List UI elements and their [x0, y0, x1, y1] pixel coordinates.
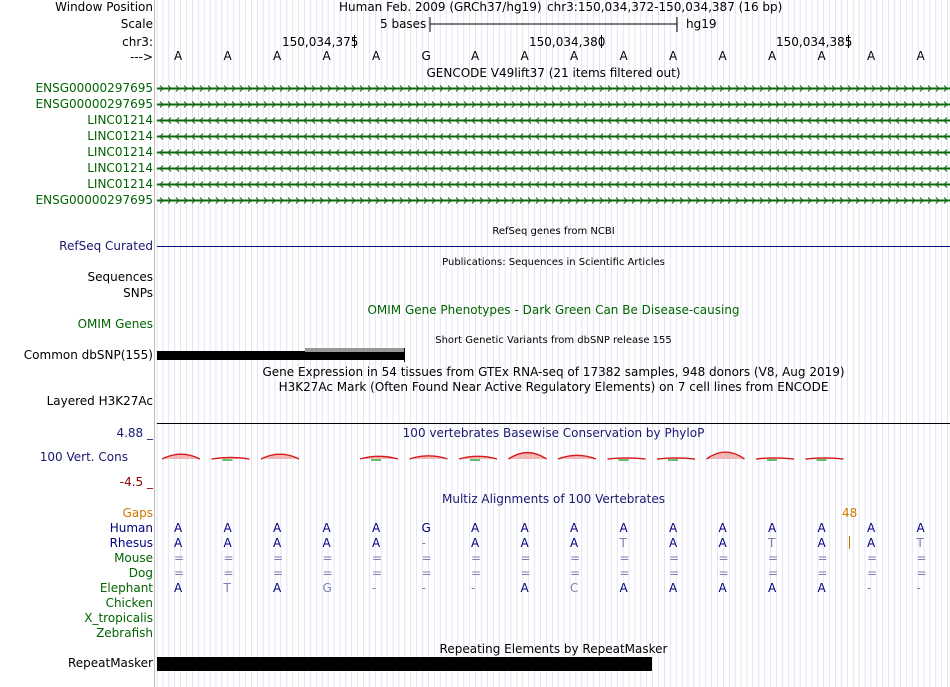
multiz-base: =	[372, 551, 383, 565]
multiz-base: A	[570, 521, 579, 535]
repeatmasker-label[interactable]: RepeatMasker	[67, 656, 153, 670]
base-letter: A	[520, 49, 529, 63]
repeatmasker-track-title[interactable]: Repeating Elements by RepeatMasker	[439, 642, 668, 656]
multiz-base: A	[817, 536, 826, 550]
multiz-base: =	[916, 566, 927, 580]
multiz-species-label[interactable]: X_tropicalis	[84, 611, 153, 625]
base-letter: A	[174, 49, 183, 63]
multiz-base: =	[817, 551, 828, 565]
phylop-label[interactable]: 100 Vert. Cons	[39, 450, 128, 464]
assembly-text: Human Feb. 2009 (GRCh37/hg19)	[339, 0, 542, 14]
gtex-track-title[interactable]: Gene Expression in 54 tissues from GTEx RNA-seq of 17382 samples, 948 donors (V8, Aug 2019)	[262, 365, 845, 379]
multiz-base: A	[669, 581, 678, 595]
multiz-species-label[interactable]: Rhesus	[109, 536, 153, 550]
multiz-base: =	[718, 551, 729, 565]
multiz-base: A	[223, 536, 232, 550]
multiz-base: A	[174, 536, 183, 550]
gencode-item-label[interactable]: ENSG00000297695	[35, 81, 153, 95]
multiz-base: =	[768, 551, 779, 565]
base-letter: A	[570, 49, 579, 63]
publications-track-title[interactable]: Publications: Sequences in Scientific Articles	[442, 257, 665, 268]
multiz-base: =	[421, 551, 432, 565]
multiz-base: A	[372, 521, 381, 535]
omim-track-title[interactable]: OMIM Gene Phenotypes - Dark Green Can Be Disease-causing	[367, 303, 740, 317]
multiz-base: T	[619, 536, 627, 550]
multiz-species-label[interactable]: Mouse	[114, 551, 153, 565]
dbsnp-track-title[interactable]: Short Genetic Variants from dbSNP release 155	[435, 335, 672, 346]
refseq-label[interactable]: RefSeq Curated	[59, 239, 153, 253]
coord-label-1: 150,034,375	[282, 35, 359, 49]
multiz-base: A	[867, 536, 876, 550]
multiz-species-label[interactable]: Zebrafish	[96, 626, 153, 640]
base-letter: A	[718, 49, 727, 63]
multiz-base: =	[174, 566, 185, 580]
multiz-base: =	[718, 566, 729, 580]
multiz-base: A	[372, 536, 381, 550]
base-letter: A	[223, 49, 232, 63]
multiz-base: =	[273, 551, 284, 565]
multiz-base: T	[768, 536, 776, 550]
multiz-base: A	[718, 521, 727, 535]
multiz-base: A	[322, 521, 331, 535]
gencode-item-label[interactable]: ENSG00000297695	[35, 193, 153, 207]
scale-db-text: hg19	[686, 17, 717, 31]
multiz-base: A	[273, 536, 282, 550]
multiz-base: =	[520, 551, 531, 565]
multiz-species-label[interactable]: Human	[109, 521, 153, 535]
multiz-base: A	[768, 581, 777, 595]
multiz-base: =	[471, 551, 482, 565]
scale-bases-text: 5 bases	[380, 17, 427, 31]
base-letter: G	[421, 49, 431, 63]
multiz-base: -	[916, 581, 921, 595]
multiz-base: A	[520, 536, 529, 550]
multiz-base: A	[817, 521, 826, 535]
base-letter: A	[372, 49, 381, 63]
multiz-base: T	[223, 581, 231, 595]
multiz-base: A	[619, 581, 628, 595]
multiz-base: G	[421, 521, 431, 535]
chr-label: chr3:	[122, 35, 153, 49]
multiz-base: =	[669, 551, 680, 565]
multiz-base: =	[421, 566, 432, 580]
dbsnp-label[interactable]: Common dbSNP(155)	[23, 348, 153, 362]
multiz-base: A	[669, 536, 678, 550]
gencode-item-label[interactable]: LINC01214	[87, 161, 153, 175]
publications-label-sequences[interactable]: Sequences	[87, 270, 153, 284]
base-letter: A	[867, 49, 876, 63]
multiz-base: =	[471, 566, 482, 580]
multiz-base: C	[570, 581, 579, 595]
gencode-item-label[interactable]: ENSG00000297695	[35, 97, 153, 111]
multiz-base: =	[867, 551, 878, 565]
base-letter: A	[273, 49, 282, 63]
publications-label-snps[interactable]: SNPs	[123, 286, 153, 300]
h3k27ac-track-title[interactable]: H3K27Ac Mark (Often Found Near Active Regulatory Elements) on 7 cell lines from ENCODE	[278, 380, 829, 394]
multiz-base: A	[718, 581, 727, 595]
gencode-item-label[interactable]: LINC01214	[87, 129, 153, 143]
multiz-base: =	[570, 551, 581, 565]
multiz-base: A	[471, 521, 480, 535]
multiz-base: =	[619, 551, 630, 565]
gencode-item-label[interactable]: LINC01214	[87, 145, 153, 159]
multiz-base: =	[867, 566, 878, 580]
multiz-base: A	[916, 521, 925, 535]
multiz-base: =	[669, 566, 680, 580]
gencode-item-label[interactable]: LINC01214	[87, 177, 153, 191]
multiz-base: A	[322, 536, 331, 550]
multiz-base: -	[471, 581, 476, 595]
multiz-base: =	[520, 566, 531, 580]
multiz-base: A	[174, 581, 183, 595]
coord-label-2: 150,034,380	[529, 35, 606, 49]
multiz-base: A	[619, 521, 628, 535]
scale-label: Scale	[120, 17, 153, 31]
phylop-max-label: 4.88 _	[116, 426, 153, 440]
multiz-base: =	[619, 566, 630, 580]
multiz-base: =	[372, 566, 383, 580]
multiz-base: A	[174, 521, 183, 535]
multiz-base: A	[768, 521, 777, 535]
multiz-base: =	[273, 566, 284, 580]
multiz-base: A	[273, 521, 282, 535]
multiz-base: T	[916, 536, 924, 550]
multiz-base: A	[520, 581, 529, 595]
multiz-base: -	[867, 581, 872, 595]
refseq-track-title[interactable]: RefSeq genes from NCBI	[492, 226, 615, 237]
base-letter: A	[322, 49, 331, 63]
multiz-base: =	[322, 551, 333, 565]
multiz-species-label[interactable]: Dog	[128, 566, 153, 580]
multiz-base: A	[867, 521, 876, 535]
multiz-base: A	[223, 521, 232, 535]
multiz-base: =	[817, 566, 828, 580]
multiz-species-label[interactable]: Elephant	[99, 581, 153, 595]
multiz-base: A	[520, 521, 529, 535]
multiz-base: =	[322, 566, 333, 580]
base-letter: A	[669, 49, 678, 63]
base-letter: A	[817, 49, 826, 63]
multiz-base: =	[223, 566, 234, 580]
gencode-item-label[interactable]: LINC01214	[87, 113, 153, 127]
multiz-base: A	[669, 521, 678, 535]
multiz-track-title[interactable]: Multiz Alignments of 100 Vertebrates	[441, 492, 666, 506]
multiz-base: =	[570, 566, 581, 580]
multiz-base: =	[916, 551, 927, 565]
gencode-track-title[interactable]: GENCODE V49lift37 (21 items filtered out)	[426, 66, 681, 80]
coord-label-3: 150,034,385	[776, 35, 853, 49]
multiz-base: A	[817, 581, 826, 595]
strand-arrow-label[interactable]: --->	[129, 50, 153, 64]
h3k27ac-label[interactable]: Layered H3K27Ac	[46, 394, 153, 408]
base-letter: A	[619, 49, 628, 63]
omim-label[interactable]: OMIM Genes	[77, 317, 153, 331]
multiz-gaps-label: Gaps	[122, 506, 153, 520]
multiz-base: =	[768, 566, 779, 580]
multiz-base: -	[372, 581, 377, 595]
multiz-base: A	[570, 536, 579, 550]
multiz-base: A	[471, 536, 480, 550]
multiz-base: -	[421, 536, 426, 550]
base-letter: A	[916, 49, 925, 63]
multiz-base: G	[322, 581, 332, 595]
multiz-base: A	[273, 581, 282, 595]
multiz-species-label[interactable]: Chicken	[105, 596, 153, 610]
multiz-base: =	[174, 551, 185, 565]
window-position-label: Window Position	[55, 0, 153, 14]
base-letter: A	[471, 49, 480, 63]
multiz-base: A	[718, 536, 727, 550]
phylop-min-label: -4.5 _	[119, 475, 153, 489]
position-text: chr3:150,034,372-150,034,387 (16 bp)	[547, 0, 783, 14]
multiz-base: -	[421, 581, 426, 595]
multiz-base: =	[223, 551, 234, 565]
multiz-gap-count: 48	[842, 506, 858, 520]
phylop-track-title[interactable]: 100 vertebrates Basewise Conservation by PhyloP	[402, 426, 705, 440]
base-letter: A	[768, 49, 777, 63]
